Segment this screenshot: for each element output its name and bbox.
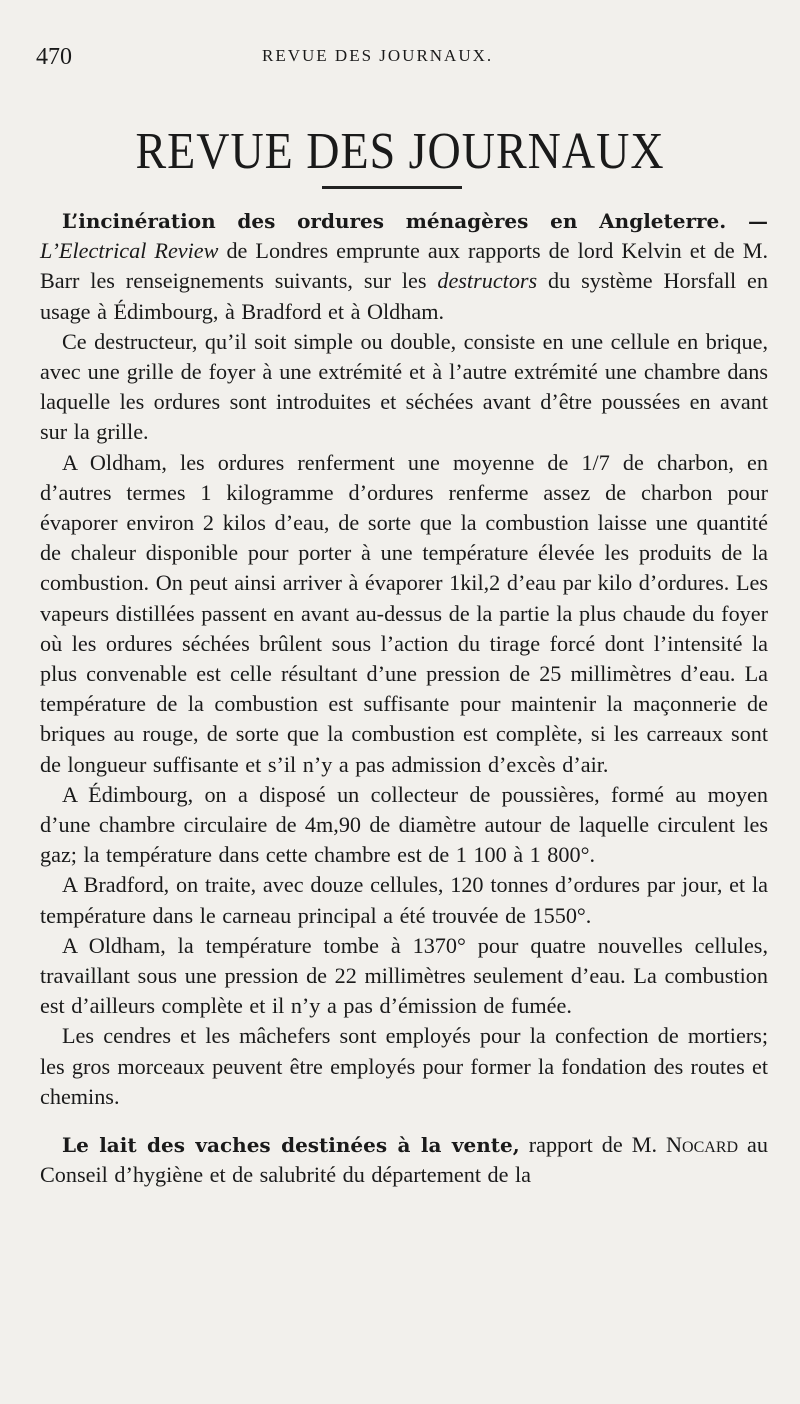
article-gap — [40, 1112, 768, 1130]
article-1-paragraph-3: A Oldham, les ordures renferment une moyenne de 1/7 de charbon, en d’autres termes 1 kilogramme d’ordures renferme assez de charbon pour évaporer environ 2 kilos d’eau, de sorte que la combustion laisse une quantité de chaleur disponible pour porter à une température élevée les produits de la combustion. On peut ainsi arriver à évaporer 1kil,2 d’eau par kilo d’ordures. Les vapeurs distillées passent en avant au-dessus de la partie la plus chaude du foyer où les ordures séchées brûlent sous l’action du tirage forcé dont l’intensité la plus convenable est celle résultant d’une pression de 25 millimètres d’eau. La température de la combustion est suffisante pour maintenir la maçonnerie de briques au rouge, de sorte que la combustion est complète, si les carreaux sont de longueur suffisante et s’il n’y a pas admission d’excès d’air. — [40, 449, 768, 777]
article-2-heading: Le lait des vaches destinées à la vente, — [62, 1133, 520, 1158]
running-head — [36, 40, 764, 70]
article-2-text: rapport de M. — [519, 1132, 667, 1158]
running-title: REVUE DES JOURNAUX. — [262, 46, 494, 65]
page-number: 470 — [36, 44, 72, 70]
article-1-heading: L’incinération des ordures ménagères en Angleterre. — — [62, 209, 768, 233]
article-1-paragraph-7: Les cendres et les mâchefers sont employés pour la confection de mortiers; les gros morceaux peuvent être employés pour former la fondation des routes et chemins. — [40, 1023, 768, 1109]
author-name: Nocard — [666, 1132, 739, 1158]
journal-name: L’Electrical Review — [40, 238, 219, 264]
article-1-paragraph-4: A Édimbourg, on a disposé un collecteur de poussières, formé au moyen d’une chambre circulaire de 4m,90 de diamètre autour de laquelle circulent les gaz; la température dans cette chambre est de 1 100 à 1 800°. — [40, 781, 768, 868]
article-1-paragraph-6: A Oldham, la température tombe à 1370° pour quatre nouvelles cellules, travaillant sous une pression de 22 millimètres seulement d’eau. La combustion est d’ailleurs complète et il n’y a pas d’émission de fumée. — [40, 932, 768, 1019]
body-text — [40, 206, 768, 1191]
article-2-text: au Conseil d’hygiène et de salubrité du département de la — [40, 1132, 768, 1188]
article-1-paragraph-1 — [40, 206, 768, 327]
article-2-paragraph-1 — [40, 1130, 768, 1190]
article-1-paragraph-5: A Bradford, on traite, avec douze cellules, 120 tonnes d’ordures par jour, et la température dans le carneau principal a été trouvée de 1550°. — [40, 872, 768, 928]
article-1-paragraph-2: Ce destructeur, qu’il soit simple ou double, consiste en une cellule en brique, avec une grille de foyer à une extrémité et à l’autre extrémité une chambre dans laquelle les ordures sont introduites et séchées avant d’être poussées en avant sur la grille. — [40, 328, 768, 445]
destructors-term: destructors — [437, 268, 538, 294]
section-title: REVUE DES JOURNAUX — [135, 121, 665, 180]
article-1-text: du système Horsfall en usage à Édimbourg, à Bradford et à Oldham. — [40, 268, 768, 324]
title-rule — [322, 186, 462, 189]
article-1-text: de Londres emprunte aux rapports de lord Kelvin et de M. Barr les renseignements suivants, sur les — [40, 238, 768, 294]
